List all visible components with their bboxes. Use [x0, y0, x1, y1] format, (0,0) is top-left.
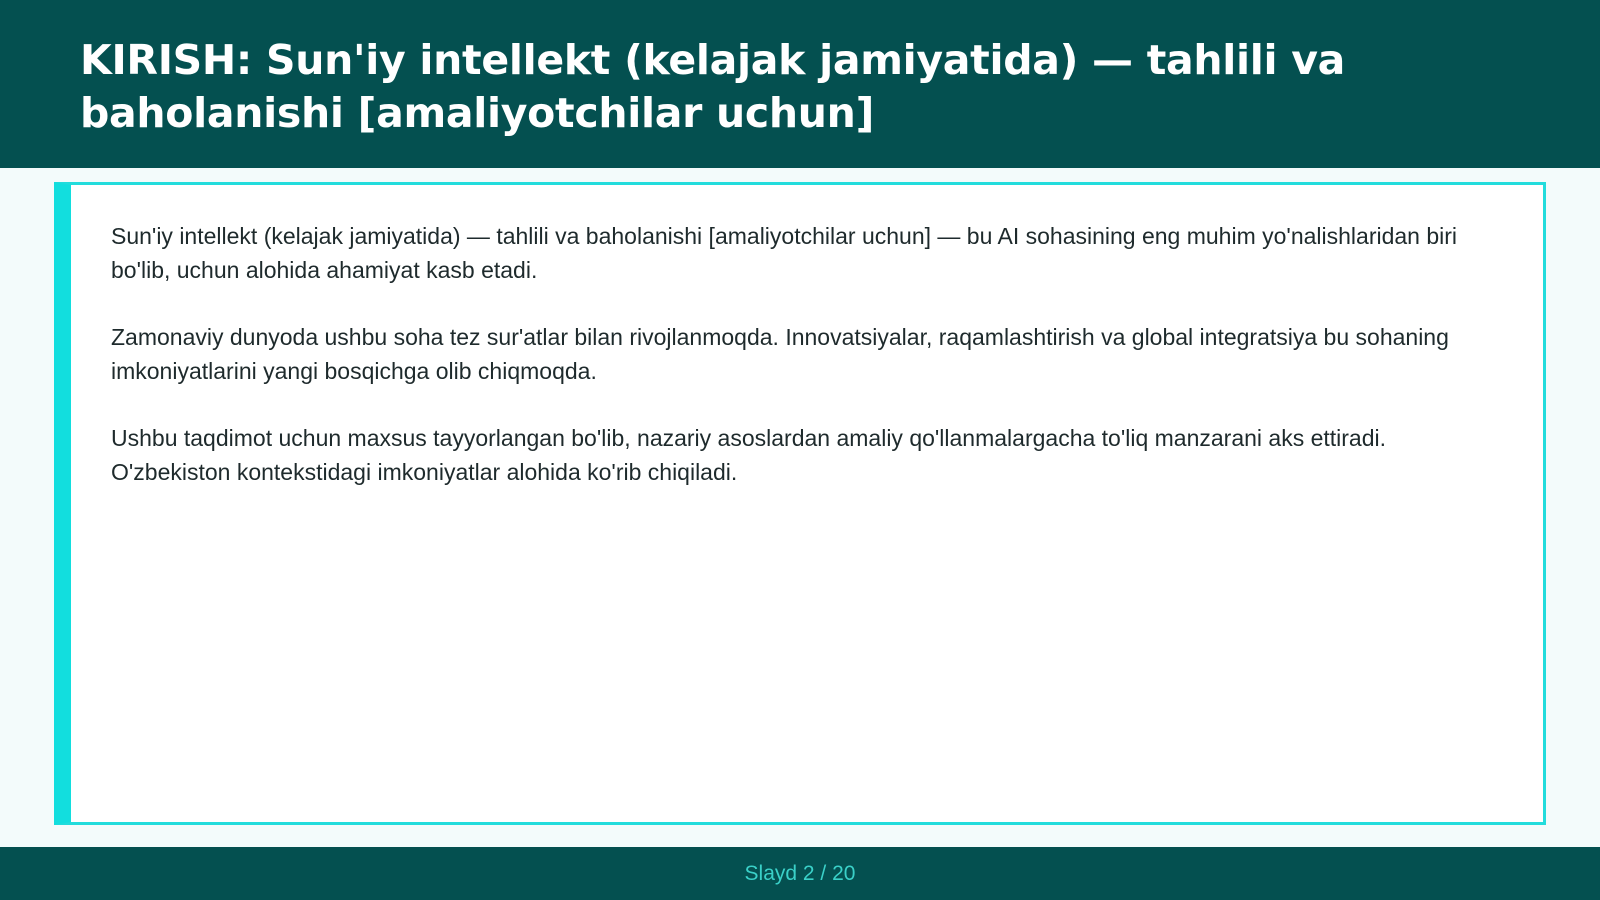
- intro-paragraph-2: Zamonaviy dunyoda ushbu soha tez sur'atlar bilan rivojlanmoqda. Innovatsiyalar, raqamlashtirish va global integratsiya bu sohaning imkoniyatlarini yangi bosqichga olib chiqmoqda.: [111, 324, 1449, 384]
- content-panel: [54, 182, 1546, 825]
- intro-paragraph-3: Ushbu taqdimot uchun maxsus tayyorlangan bo'lib, nazariy asoslardan amaliy qo'llanmalargacha to'liq manzarani aks ettiradi. O'zbekiston kontekstidagi imkoniyatlar alohida ko'rib chiqiladi.: [111, 425, 1387, 485]
- slide-footer: [0, 847, 1600, 900]
- intro-paragraph-1: Sun'iy intellekt (kelajak jamiyatida) — tahlili va baholanishi [amaliyotchilar uchun] — bu AI sohasining eng muhim yo'nalishlaridan biri bo'lib, uchun alohida ahamiyat kasb etadi.: [111, 223, 1458, 283]
- slide-header: [0, 0, 1600, 168]
- slide-title: KIRISH: Sun'iy intellekt (kelajak jamiyatida) — tahlili va baholanishi [amaliyotchilar uchun]: [80, 36, 1346, 137]
- slide-counter: Slayd 2 / 20: [744, 861, 856, 885]
